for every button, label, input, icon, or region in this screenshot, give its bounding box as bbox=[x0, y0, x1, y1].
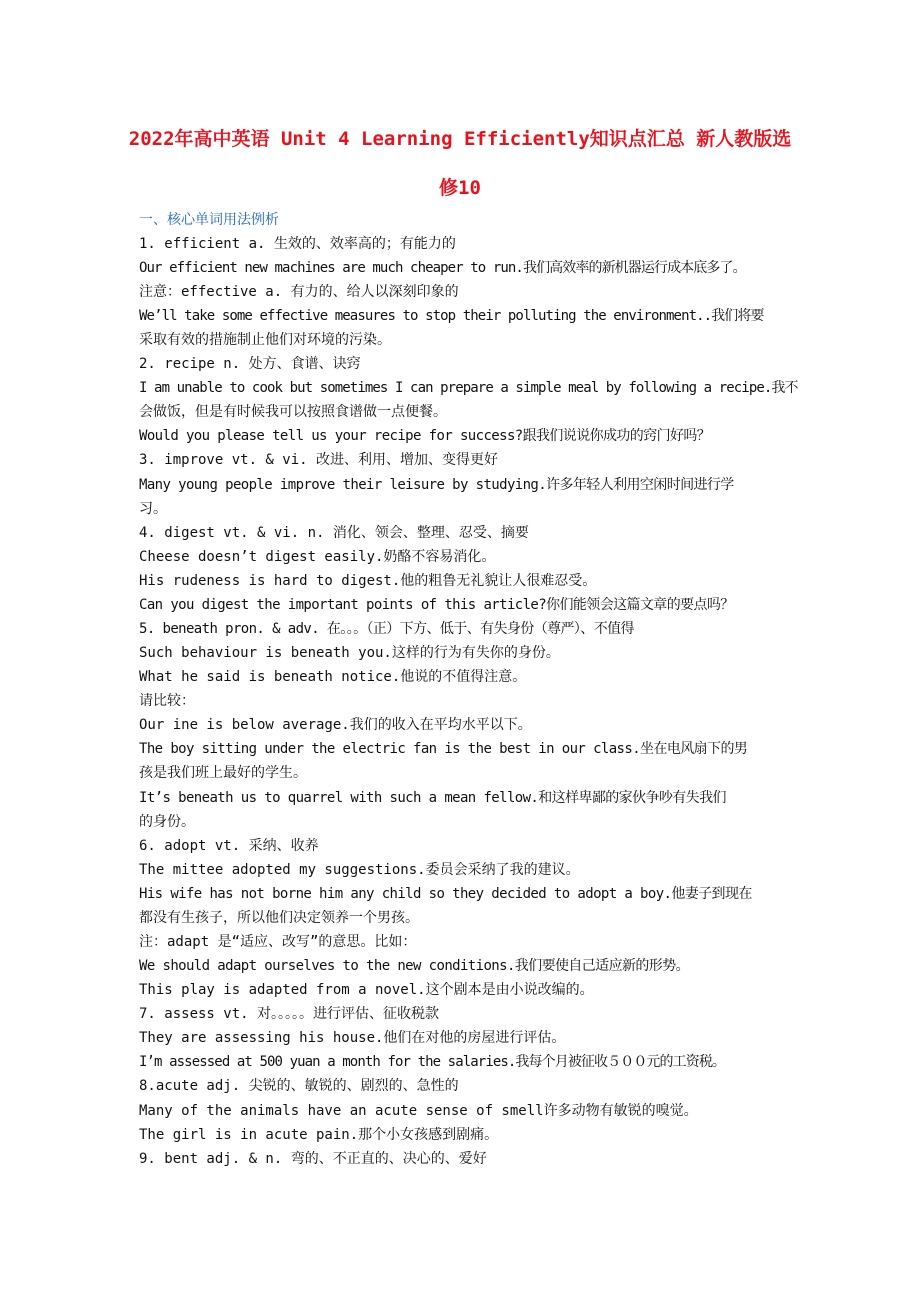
text-line: His wife has not borne him any child so they decided to adopt a boy.他妻子到现在 bbox=[139, 886, 752, 902]
text-line: I’m assessed at 500 yuan a month for the salaries.我每个月被征收５００元的工资税。 bbox=[139, 1054, 726, 1070]
text-line: 的身份。 bbox=[139, 814, 195, 830]
section-heading: 一、核心单词用法例析 bbox=[139, 212, 279, 228]
text-line: The mittee adopted my suggestions.委员会采纳了我的建议。 bbox=[139, 862, 580, 878]
text-line: The boy sitting under the electric fan is the best in our class.坐在电风扇下的男 bbox=[139, 741, 748, 757]
text-line: 习。 bbox=[139, 501, 167, 517]
text-line: Our ine is below average.我们的收入在平均水平以下。 bbox=[139, 717, 532, 733]
text-line: 采取有效的措施制止他们对环境的污染。 bbox=[139, 332, 391, 348]
text-line: 会做饭，但是有时候我可以按照食谱做一点便餐。 bbox=[139, 404, 447, 420]
text-line: Cheese doesn’t digest easily.奶酪不容易消化。 bbox=[139, 549, 496, 565]
text-line: Our efficient new machines are much cheaper to run.我们高效率的新机器运行成本底多了。 bbox=[139, 260, 746, 276]
text-line: 9. bent adj. & n. 弯的、不正直的、决心的、爱好 bbox=[139, 1151, 487, 1167]
text-line: Would you please tell us your recipe for success?跟我们说说你成功的窍门好吗？ bbox=[139, 428, 711, 444]
text-line: His rudeness is hard to digest.他的粗鲁无礼貌让人很难忍受。 bbox=[139, 573, 597, 589]
text-line: We should adapt ourselves to the new conditions.我们要使自己适应新的形势。 bbox=[139, 958, 689, 974]
text-line: They are assessing his house.他们在对他的房屋进行评估。 bbox=[139, 1030, 566, 1046]
text-line: This play is adapted from a novel.这个剧本是由小说改编的。 bbox=[139, 982, 594, 998]
text-line: We’ll take some effective measures to stop their polluting the environment..我们将要 bbox=[139, 308, 764, 324]
text-line: 6. adopt vt. 采纳、收养 bbox=[139, 838, 319, 854]
text-line: 8.acute adj. 尖锐的、敏锐的、剧烈的、急性的 bbox=[139, 1078, 459, 1094]
text-line: 5. beneath pron. & adv. 在。。。（正）下方、低于、有失身份（尊严）、不值得 bbox=[139, 621, 634, 637]
text-line: 7. assess vt. 对。。。。。进行评估、征收税款 bbox=[139, 1006, 440, 1022]
text-line: 2. recipe n. 处方、食谱、诀窍 bbox=[139, 356, 361, 372]
text-line: Many of the animals have an acute sense of smell许多动物有敏锐的嗅觉。 bbox=[139, 1103, 698, 1119]
text-line: I am unable to cook but sometimes I can prepare a simple meal by following a recipe.我不 bbox=[139, 380, 798, 396]
text-line: 注：adapt 是“适应、改写”的意思。比如： bbox=[139, 934, 417, 950]
text-line: 3. improve vt. & vi. 改进、利用、增加、变得更好 bbox=[139, 452, 499, 468]
text-line: Can you digest the important points of this article?你们能领会这篇文章的要点吗？ bbox=[139, 597, 734, 613]
text-line: It’s beneath us to quarrel with such a mean fellow.和这样卑鄙的家伙争吵有失我们 bbox=[139, 790, 726, 806]
text-line: 孩是我们班上最好的学生。 bbox=[139, 765, 307, 781]
text-line: 4. digest vt. & vi. n. 消化、领会、整理、忍受、摘要 bbox=[139, 525, 529, 541]
text-line: 注意：effective a. 有力的、给人以深刻印象的 bbox=[139, 284, 459, 300]
document-title-line-1: 2022年高中英语 Unit 4 Learning Efficiently知识点汇总 新人教版选 bbox=[128, 128, 792, 150]
text-line: Such behaviour is beneath you.这样的行为有失你的身份。 bbox=[139, 645, 560, 661]
text-line: 都没有生孩子，所以他们决定领养一个男孩。 bbox=[139, 910, 419, 926]
text-line: 1. efficient a. 生效的、效率高的；有能力的 bbox=[139, 236, 456, 252]
document-title-line-2: 修10 bbox=[439, 177, 481, 199]
text-line: 请比较： bbox=[139, 693, 195, 709]
text-line: Many young people improve their leisure by studying.许多年轻人利用空闲时间进行学 bbox=[139, 477, 734, 493]
text-line: What he said is beneath notice.他说的不值得注意。 bbox=[139, 669, 527, 685]
text-line: The girl is in acute pain.那个小女孩感到剧痛。 bbox=[139, 1127, 499, 1143]
